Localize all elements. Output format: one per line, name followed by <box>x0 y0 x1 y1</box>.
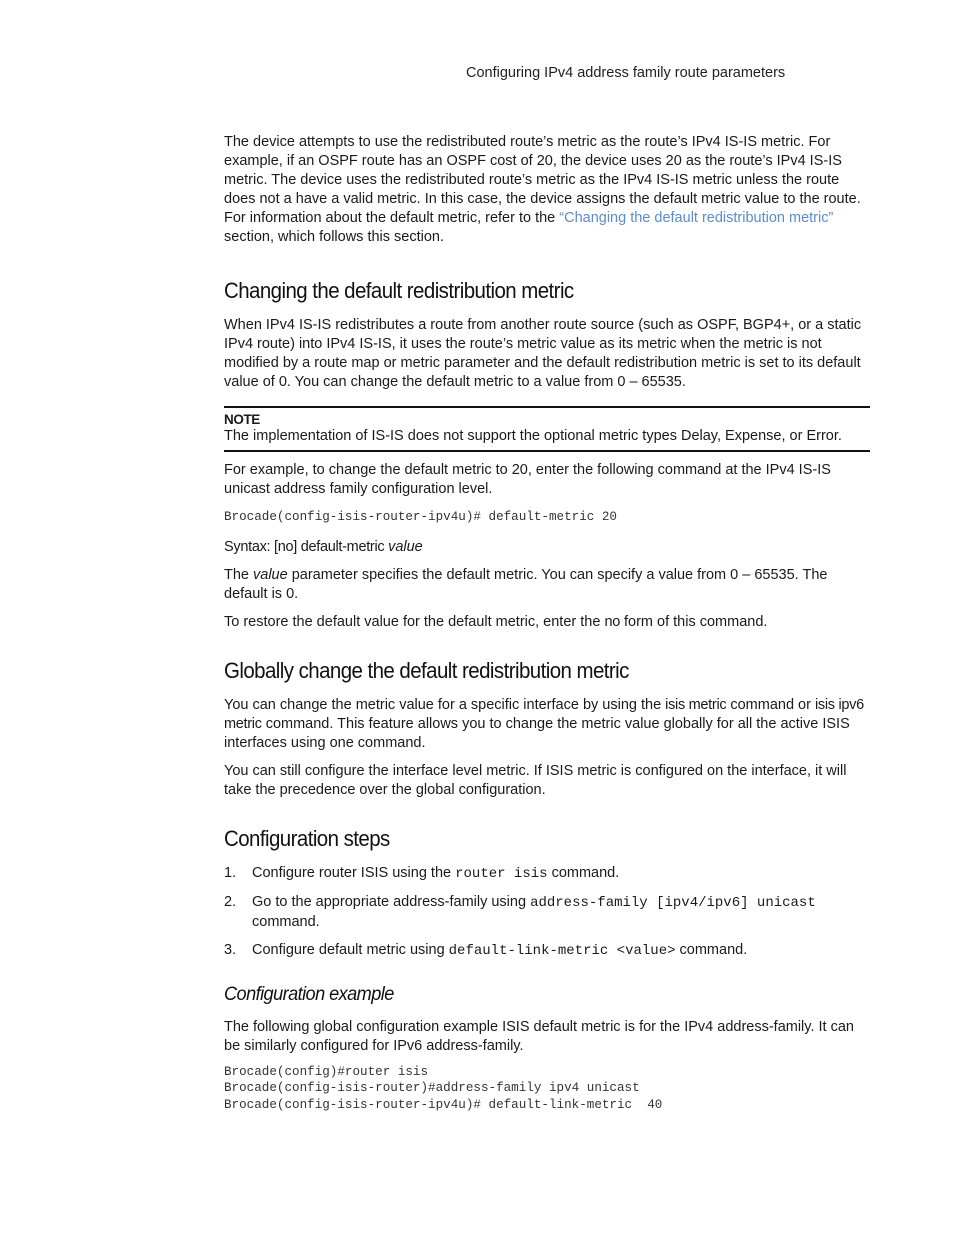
section1-paragraph-4 <box>224 613 870 632</box>
section3-paragraph: The following global configuration example ISIS default metric is for the IPv4 address-family. It can be similarly configured for IPv6 address-family. <box>224 1018 854 1054</box>
note-box <box>224 406 870 452</box>
text: Configure router ISIS using the <box>252 864 456 881</box>
list-item <box>224 941 870 961</box>
text: Configure default metric using <box>252 941 449 958</box>
inline-code: address-family [ipv4/ipv6] unicast <box>530 894 816 911</box>
list-item <box>224 893 870 932</box>
keyword-no: no <box>604 613 620 630</box>
text: Go to the appropriate address-family using <box>252 893 531 910</box>
text: parameter specifies the default metric. You can specify a value from 0 – 65535. The default is 0. <box>224 566 828 602</box>
code-line: Brocade(config)#router isis <box>224 1064 429 1079</box>
text: You can change the metric value for a specific interface by using the <box>224 696 666 713</box>
inline-code: router isis <box>455 865 548 882</box>
syntax-line <box>224 538 870 557</box>
syntax-command: Syntax: [no] default-metric <box>224 538 389 555</box>
configuration-steps-list <box>224 864 870 961</box>
syntax-parameter: value <box>388 538 423 555</box>
section-heading-default-metric: Changing the default redistribution metric <box>224 278 574 303</box>
subsection-heading-configuration-example: Configuration example <box>224 982 394 1005</box>
intro-text-end: section, which follows this section. <box>224 229 445 245</box>
section1-paragraph-2: For example, to change the default metric to 20, enter the following command at the IPv4 IS-IS unicast address family configuration level. <box>224 462 831 497</box>
parameter-name: value <box>253 566 288 583</box>
section-heading-configuration-steps: Configuration steps <box>224 825 390 851</box>
step-number: 3. <box>224 941 237 958</box>
keyword-isis-ipv6-metric: isis ipv6 metric <box>224 696 864 732</box>
text: command. <box>547 864 620 881</box>
cross-reference-link[interactable]: “Changing the default redistribution metric” <box>559 210 834 226</box>
text: command. <box>252 913 320 930</box>
intro-paragraph <box>224 133 870 247</box>
intro-text: The device attempts to use the redistributed route’s metric as the route’s IPv4 IS-IS metric. For example, if an OSPF route has an OSPF cost of 20, the device uses 20 as the route’s IPv4 IS-IS metric. The device uses the redistributed route’s metric as the IPv4 IS-IS metric unless the route does not a have a valid metric. In this case, the device assigns the default metric value to the route. For information about the default metric, refer to the <box>224 134 861 226</box>
text: command. <box>675 941 748 958</box>
step-number: 1. <box>224 864 237 881</box>
list-item <box>224 864 870 884</box>
text: To restore the default value for the default metric, enter the <box>224 613 605 630</box>
section-heading-global-metric: Globally change the default redistribution metric <box>224 657 629 683</box>
page-content <box>224 133 870 1113</box>
inline-code: default-link-metric <value> <box>448 942 676 959</box>
note-label: NOTE <box>224 412 260 427</box>
running-header: Configuring IPv4 address family route parameters <box>466 65 786 81</box>
text: command. This feature allows you to change the metric value globally for all the active ISIS interfaces using one command. <box>224 715 850 751</box>
code-example-global-metric <box>224 1064 870 1114</box>
keyword-isis-metric: isis metric <box>665 696 727 713</box>
note-text: The implementation of IS-IS does not support the optional metric types Delay, Expense, or Error. <box>224 428 842 444</box>
step-number: 2. <box>224 893 237 910</box>
section1-paragraph-3 <box>224 566 870 604</box>
code-example-default-metric: Brocade(config-isis-router-ipv4u)# default-metric 20 <box>224 510 617 524</box>
text: The <box>224 566 254 583</box>
code-line: Brocade(config-isis-router-ipv4u)# default-link-metric 40 <box>224 1097 663 1112</box>
section1-paragraph-1: When IPv4 IS-IS redistributes a route from another route source (such as OSPF, BGP4+, or a static IPv4 route) into IPv4 IS-IS, it uses the route’s metric value as its metric when the metric is not modified by a route map or metric parameter and the default redistribution metric is set to its default value of 0. You can change the default metric to a value from 0 – 65535. <box>224 317 862 390</box>
text: form of this command. <box>619 613 768 630</box>
section2-paragraph-2: You can still configure the interface level metric. If ISIS metric is configured on the interface, it will take the precedence over the global configuration. <box>224 762 847 798</box>
code-line: Brocade(config-isis-router)#address-family ipv4 unicast <box>224 1081 640 1095</box>
section2-paragraph-1 <box>224 696 870 753</box>
text: command or <box>726 696 815 713</box>
